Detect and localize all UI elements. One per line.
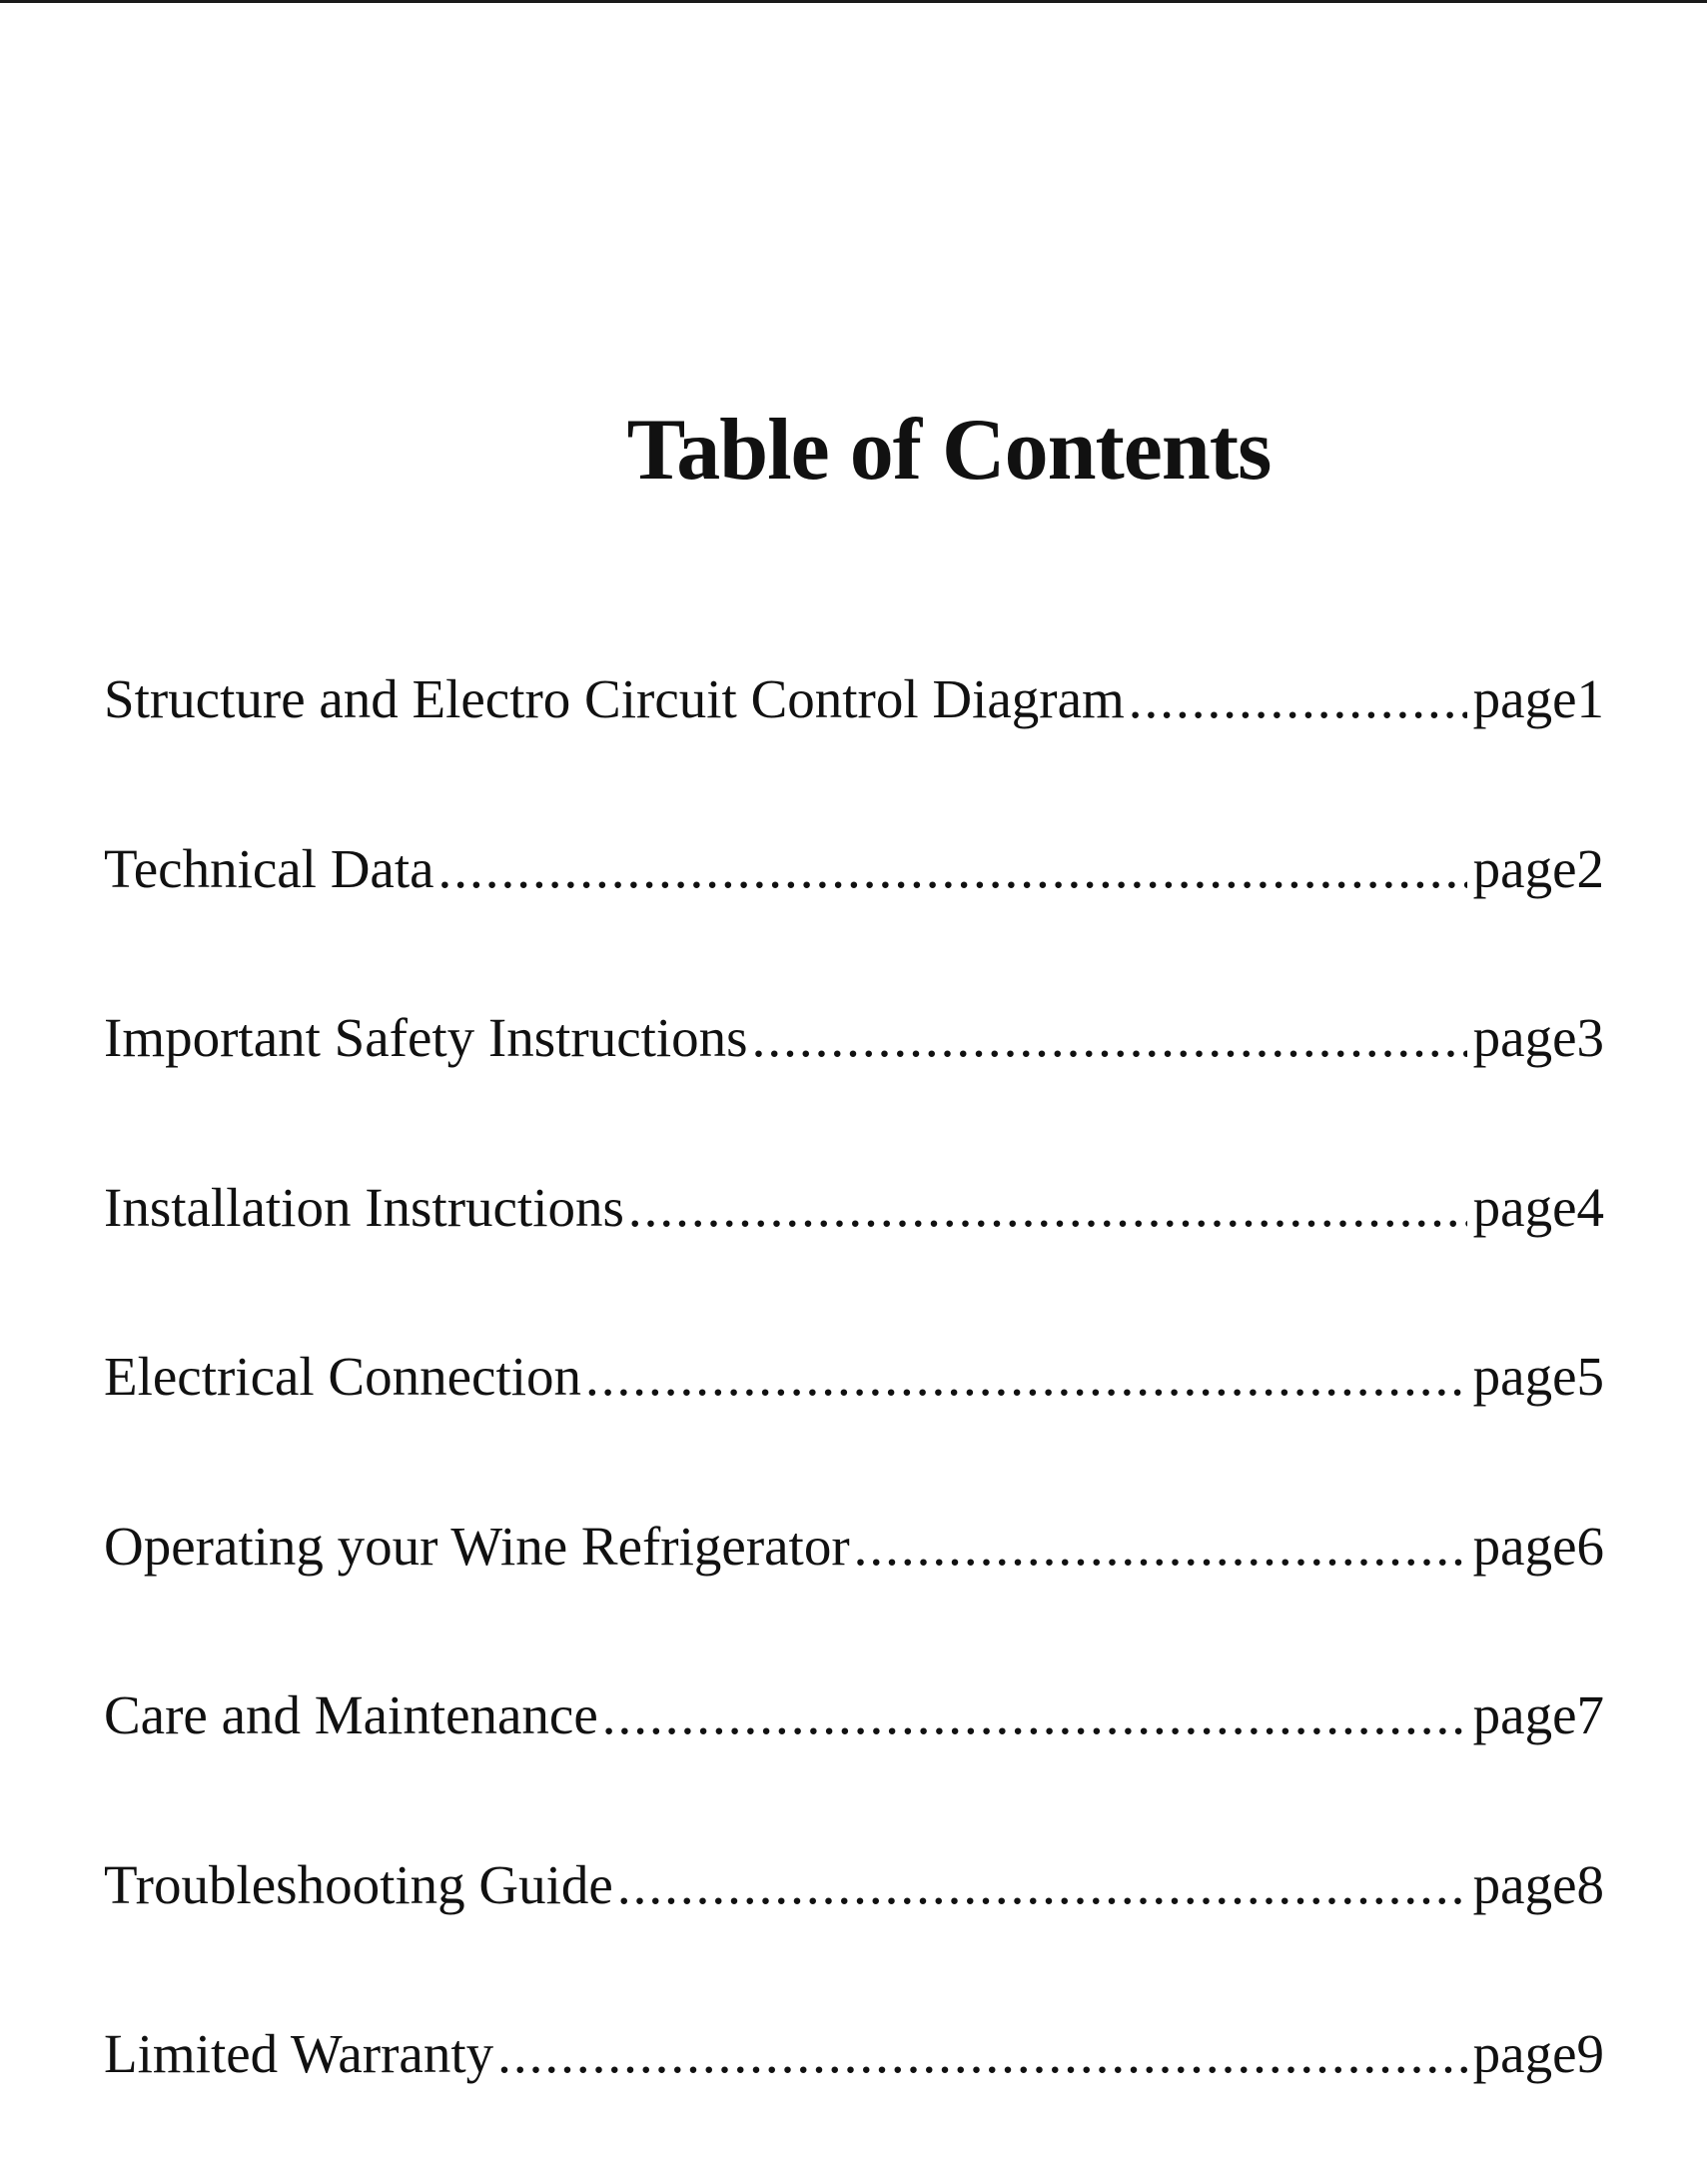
dot-leader (602, 1675, 1467, 1755)
toc-entry-care-maintenance[interactable] (104, 1675, 1604, 1845)
toc-entry-page: page4 (1472, 1176, 1604, 1238)
toc-entry-troubleshooting-guide[interactable] (104, 1845, 1604, 2015)
dot-leader (628, 1168, 1467, 1248)
top-border-rule (0, 0, 1707, 3)
toc-entry-page: page9 (1472, 2023, 1604, 2084)
toc-entry-label: Limited Warranty (104, 2023, 494, 2084)
toc-entry-electrical-connection[interactable] (104, 1337, 1604, 1507)
dot-leader (1129, 659, 1467, 739)
dot-leader (617, 1845, 1467, 1925)
toc-entry-structure-diagram[interactable] (104, 659, 1604, 829)
toc-entry-label: Care and Maintenance (104, 1684, 598, 1745)
toc-entry-page: page6 (1472, 1515, 1604, 1577)
toc-entry-label: Installation Instructions (104, 1176, 624, 1238)
table-of-contents (104, 659, 1604, 2184)
toc-entry-label: Structure and Electro Circuit Control Diagram (104, 668, 1125, 729)
toc-entry-page: page8 (1472, 1853, 1604, 1915)
dot-leader (585, 1337, 1467, 1417)
toc-entry-technical-data[interactable] (104, 829, 1604, 999)
toc-entry-installation-instructions[interactable] (104, 1168, 1604, 1338)
toc-entry-label: Technical Data (104, 837, 434, 899)
toc-entry-operating-refrigerator[interactable] (104, 1507, 1604, 1676)
dot-leader (497, 2014, 1467, 2094)
toc-entry-page: page7 (1472, 1684, 1604, 1745)
toc-entry-page: page3 (1472, 1007, 1604, 1068)
toc-entry-page: page2 (1472, 837, 1604, 899)
toc-entry-label: Important Safety Instructions (104, 1007, 748, 1068)
toc-entry-label: Troubleshooting Guide (104, 1853, 613, 1915)
toc-entry-limited-warranty[interactable] (104, 2014, 1604, 2184)
toc-entry-page: page1 (1472, 668, 1604, 729)
page-title: Table of Contents (626, 402, 1272, 499)
toc-entry-safety-instructions[interactable] (104, 998, 1604, 1168)
toc-entry-label: Operating your Wine Refrigerator (104, 1515, 850, 1577)
dot-leader (854, 1507, 1467, 1587)
toc-entry-page: page5 (1472, 1346, 1604, 1407)
toc-entry-label: Electrical Connection (104, 1346, 582, 1407)
dot-leader (438, 829, 1467, 909)
dot-leader (752, 998, 1467, 1078)
